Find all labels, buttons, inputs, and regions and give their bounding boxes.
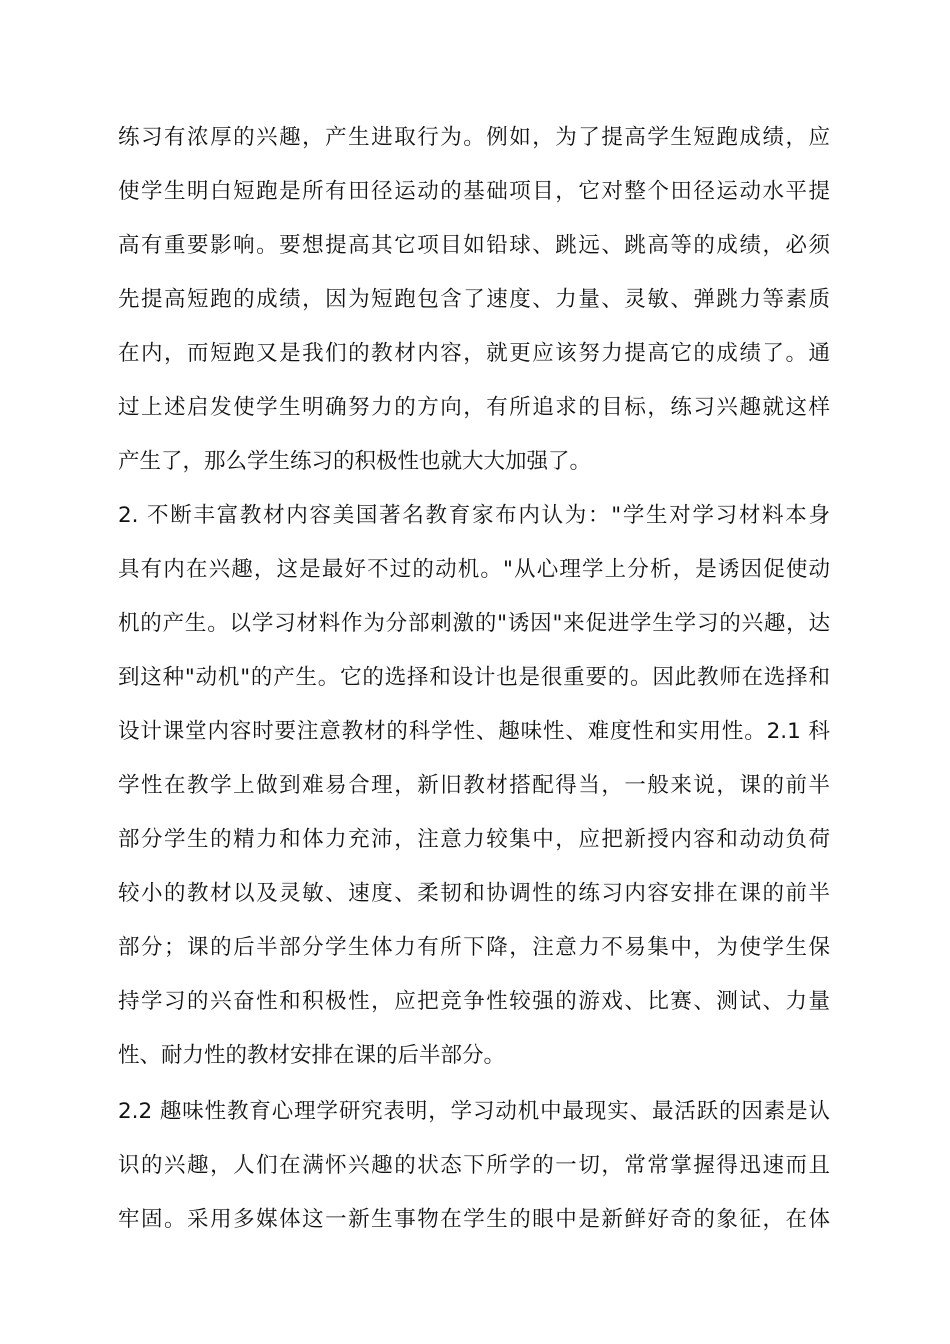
text-line: 牢固。采用多媒体这一新生事物在学生的眼中是新鲜好奇的象征，在体 (118, 1207, 830, 1232)
text-line: 在内，而短跑又是我们的教材内容，就更应该努力提高它的成绩了。通 (118, 341, 830, 366)
text-line: 机的产生。以学习材料作为分部刺激的"诱因"来促进学生学习的兴趣，达 (118, 611, 830, 636)
text-line: 持学习的兴奋性和积极性，应把竞争性较强的游戏、比赛、测试、力量 (118, 989, 830, 1014)
text-line: 部分学生的精力和体力充沛，注意力较集中，应把新授内容和动动负荷 (118, 827, 830, 852)
text-line: 到这种"动机"的产生。它的选择和设计也是很重要的。因此教师在选择和 (118, 665, 830, 690)
text-line: 产生了，那么学生练习的积极性也就大大加强了。 (118, 449, 592, 474)
text-line: 先提高短跑的成绩，因为短跑包含了速度、力量、灵敏、弹跳力等素质 (118, 287, 830, 312)
text-line: 学性在教学上做到难易合理，新旧教材搭配得当，一般来说，课的前半 (118, 773, 830, 798)
text-line: 使学生明白短跑是所有田径运动的基础项目，它对整个田径运动水平提 (118, 179, 830, 204)
text-line: 部分；课的后半部分学生体力有所下降，注意力不易集中，为使学生保 (118, 935, 830, 960)
section-heading-line: 2.2 趣味性教育心理学研究表明，学习动机中最现实、最活跃的因素是认 (118, 1099, 830, 1124)
text-line: 设计课堂内容时要注意教材的科学性、趣味性、难度性和实用性。2.1 科 (118, 719, 830, 744)
text-line: 较小的教材以及灵敏、速度、柔韧和协调性的练习内容安排在课的前半 (118, 881, 830, 906)
text-line: 练习有浓厚的兴趣，产生进取行为。例如，为了提高学生短跑成绩，应 (118, 125, 830, 150)
text-line: 具有内在兴趣，这是最好不过的动机。"从心理学上分析，是诱因促使动 (118, 557, 830, 582)
text-line: 过上述启发使学生明确努力的方向，有所追求的目标，练习兴趣就这样 (118, 395, 830, 420)
text-line: 性、耐力性的教材安排在课的后半部分。 (118, 1043, 506, 1068)
text-line: 高有重要影响。要想提高其它项目如铅球、跳远、跳高等的成绩，必须 (118, 233, 830, 258)
text-line: 识的兴趣，人们在满怀兴趣的状态下所学的一切，常常掌握得迅速而且 (118, 1153, 830, 1178)
list-item-heading: 2. 不断丰富教材内容美国著名教育家布内认为："学生对学习材料本身 (118, 503, 830, 528)
